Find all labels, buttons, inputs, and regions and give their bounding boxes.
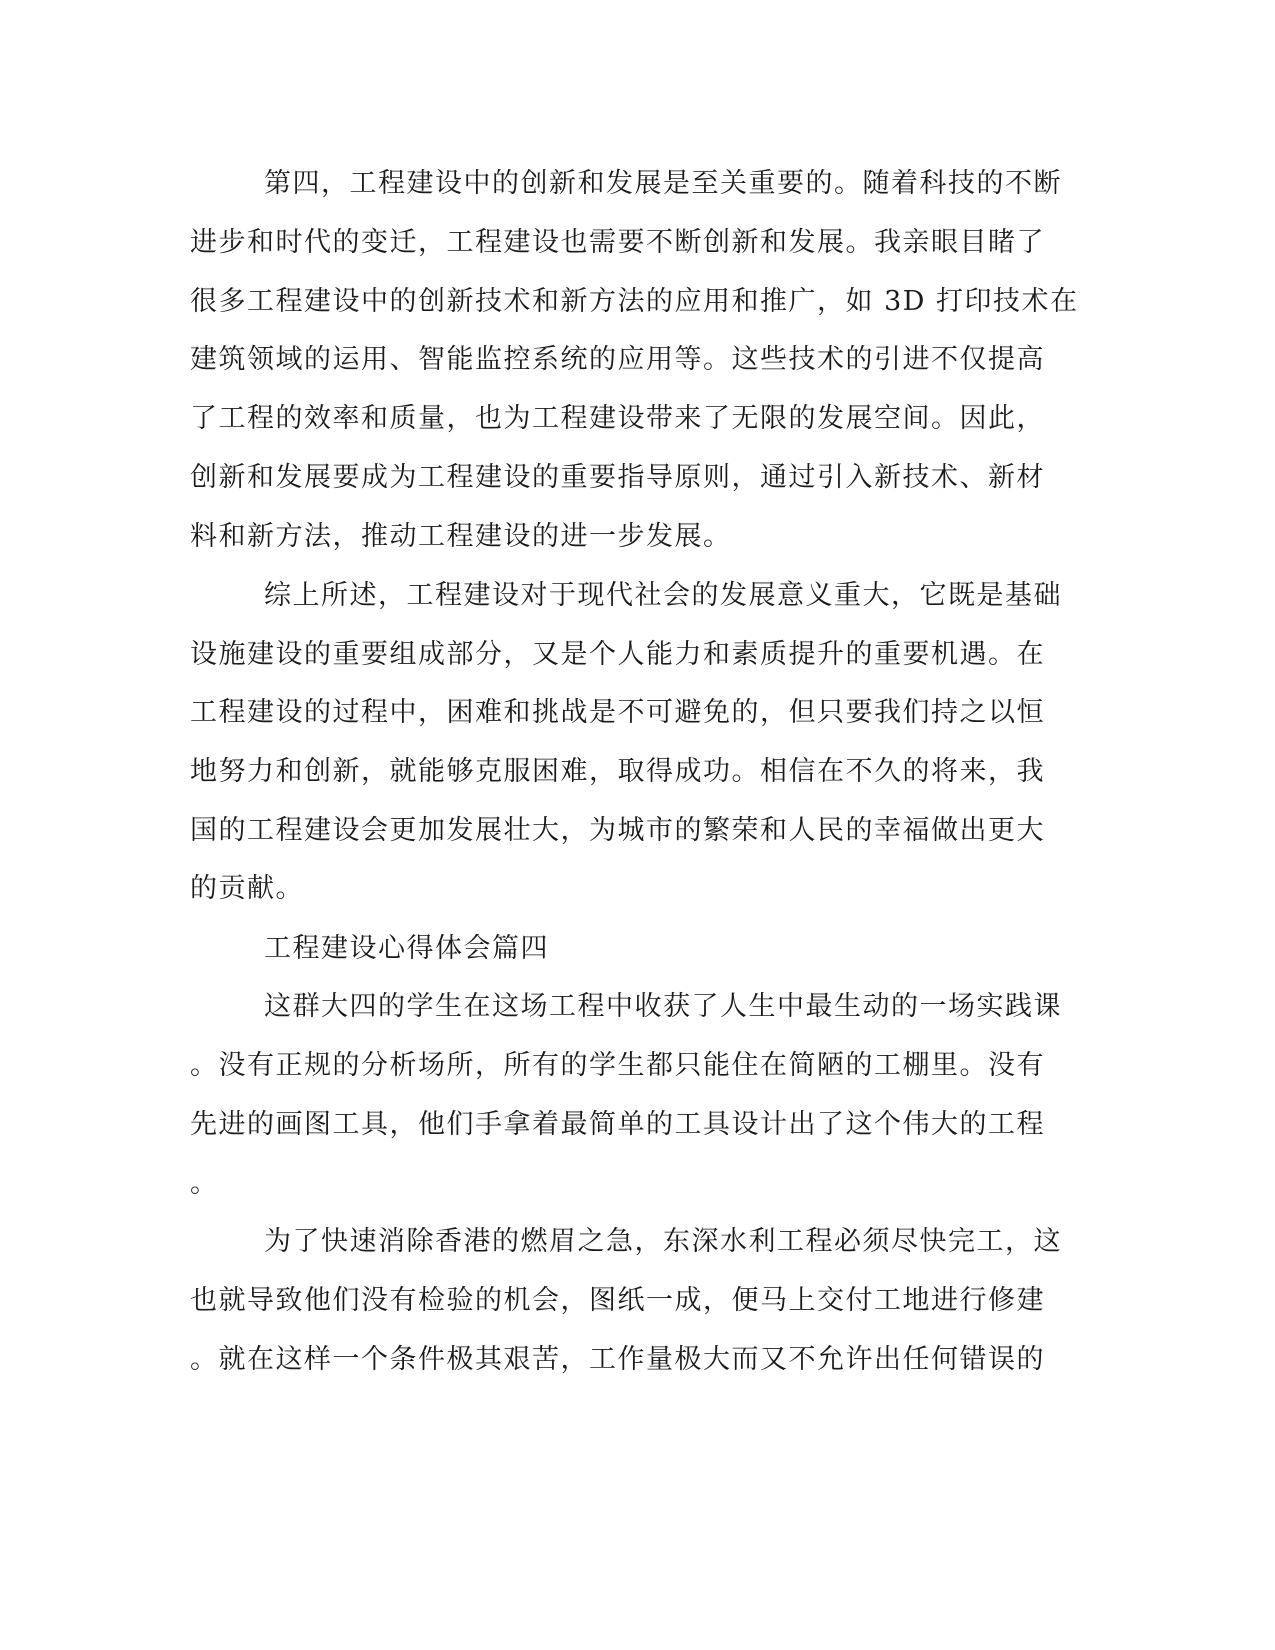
- text-line: 。: [190, 1168, 219, 1199]
- text-line: 很多工程建设中的创新技术和新方法的应用和推广，如 3D 打印技术在: [190, 286, 1079, 317]
- text-line: 料和新方法，推动工程建设的进一步发展。: [190, 521, 732, 552]
- text-line: 进步和时代的变迁，工程建设也需要不断创新和发展。我亲眼目睹了: [190, 227, 1045, 258]
- text-line: 这群大四的学生在这场工程中收获了人生中最生动的一场实践课: [264, 991, 1062, 1022]
- text-line: 综上所述，工程建设对于现代社会的发展意义重大，它既是基础: [264, 580, 1062, 611]
- text-line: 第四，工程建设中的创新和发展是至关重要的。随着科技的不断: [264, 168, 1062, 199]
- text-line: 设施建设的重要组成部分，又是个人能力和素质提升的重要机遇。在: [190, 639, 1045, 670]
- text-line: 为了快速消除香港的燃眉之急，东深水利工程必须尽快完工，这: [264, 1226, 1062, 1257]
- text-line: 工程建设的过程中，困难和挑战是不可避免的，但只要我们持之以恒: [190, 697, 1045, 728]
- text-line: 先进的画图工具，他们手拿着最简单的工具设计出了这个伟大的工程: [190, 1109, 1045, 1140]
- text-line: 了工程的效率和质量，也为工程建设带来了无限的发展空间。因此，: [190, 403, 1045, 434]
- text-line: 地努力和创新，就能够克服困难，取得成功。相信在不久的将来，我: [190, 756, 1045, 787]
- text-line: 创新和发展要成为工程建设的重要指导原则，通过引入新技术、新材: [190, 462, 1045, 493]
- text-line: 。没有正规的分析场所，所有的学生都只能住在简陋的工棚里。没有: [190, 1050, 1045, 1081]
- text-line: 建筑领域的运用、智能监控系统的应用等。这些技术的引进不仅提高: [190, 344, 1045, 375]
- text-line: 的贡献。: [190, 873, 304, 904]
- section-heading: 工程建设心得体会篇四: [264, 933, 549, 964]
- text-line: 也就导致他们没有检验的机会，图纸一成，便马上交付工地进行修建: [190, 1285, 1045, 1316]
- text-line: 。就在这样一个条件极其艰苦，工作量极大而又不允许出任何错误的: [190, 1344, 1045, 1375]
- text-line: 国的工程建设会更加发展壮大，为城市的繁荣和人民的幸福做出更大: [190, 815, 1045, 846]
